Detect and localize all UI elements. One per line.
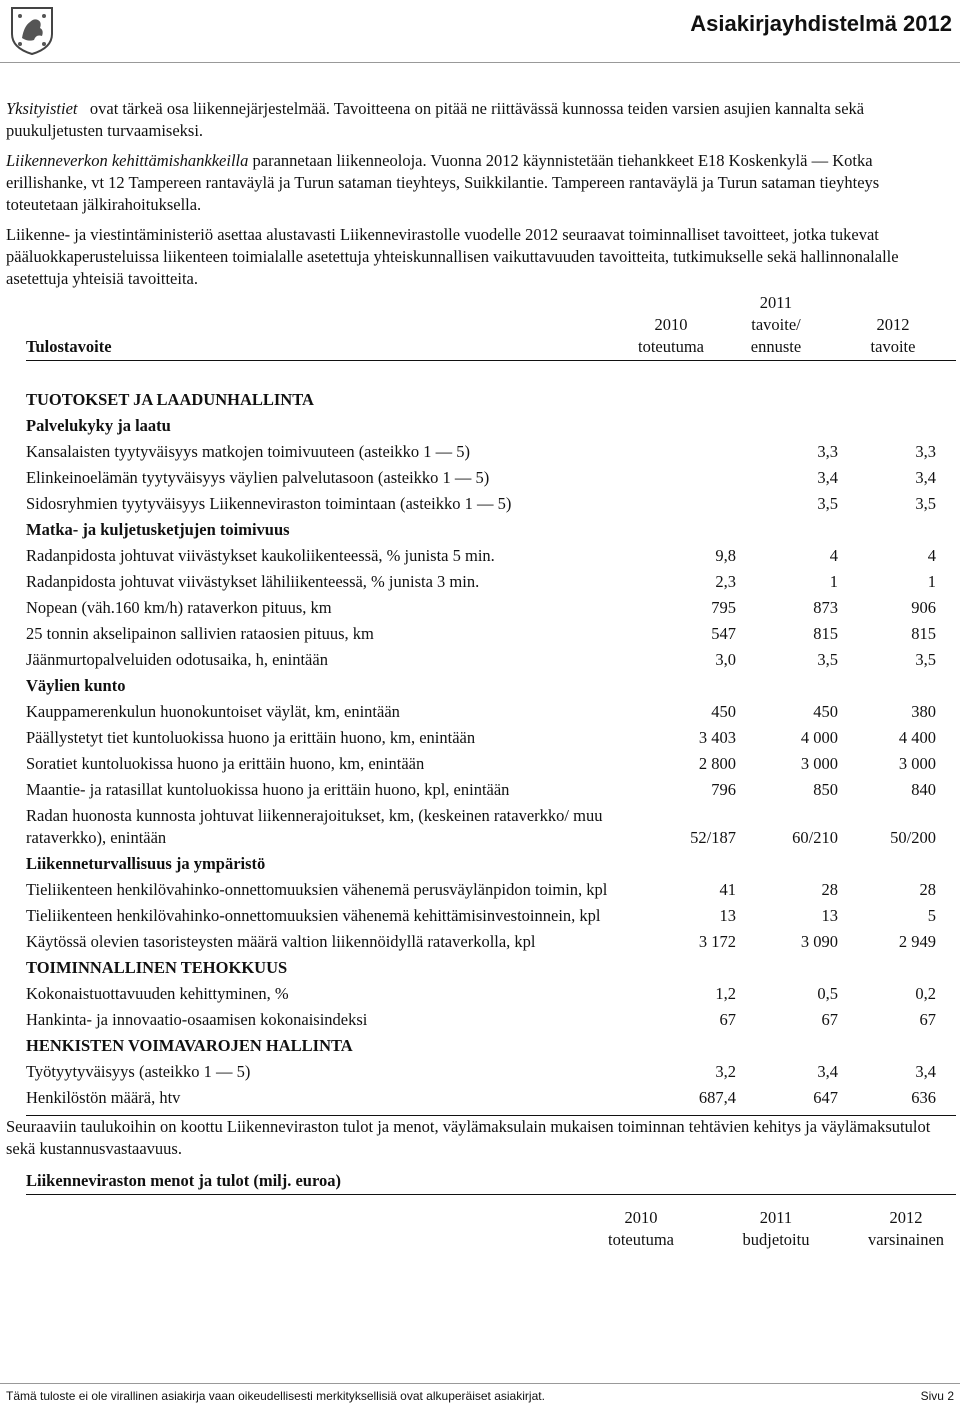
row-value-v3: 3,3 xyxy=(915,442,936,461)
row-label: Henkilöstön määrä, htv xyxy=(26,1088,181,1107)
row-value-v2: 3,3 xyxy=(817,442,838,461)
row-value-v1: 67 xyxy=(719,1010,736,1029)
subsection-heading: Väylien kunto xyxy=(26,676,126,695)
row-value-v1: 52/187 xyxy=(690,828,736,847)
row-value-v2: 3,4 xyxy=(817,1062,838,1081)
row-value-v2: 0,5 xyxy=(817,984,838,1003)
row-value-v1: 3 403 xyxy=(698,728,736,747)
row-value-v2: 3 090 xyxy=(800,932,838,951)
row-value-v3: 5 xyxy=(927,906,936,925)
footer-disclaimer: Tämä tuloste ei ole virallinen asiakirja vaan oikeudellisesti merkityksellisiä ovat alkuperäiset asiakirjat. xyxy=(6,1389,545,1403)
header-col-2012 xyxy=(838,314,948,358)
row-value-v2: 815 xyxy=(813,624,838,643)
subsection-heading: Matka- ja kuljetusketjujen toimivuus xyxy=(26,520,290,539)
row-value-v3: 3,5 xyxy=(915,650,936,669)
row-value-v1: 795 xyxy=(711,598,736,617)
table-row xyxy=(26,571,956,593)
row-label: Radan huonosta kunnosta johtuvat liikennerajoitukset, km, (keskeinen rataverkko/ muu rataverkko), enintään xyxy=(26,806,603,847)
table-row xyxy=(26,1061,956,1083)
row-value-v2: 873 xyxy=(813,598,838,617)
header-kind: tavoite xyxy=(870,337,916,356)
table-row xyxy=(26,1087,956,1109)
finance-col-2012 xyxy=(841,1207,960,1251)
row-value-v3: 3,4 xyxy=(915,468,936,487)
row-label: Jäänmurtopalveluiden odotusaika, h, enintään xyxy=(26,650,328,669)
document-title: Asiakirjayhdistelmä 2012 xyxy=(690,11,952,36)
row-label: Radanpidosta johtuvat viivästykset lähiliikenteessä, % junista 3 min. xyxy=(26,572,480,591)
row-value-v2: 647 xyxy=(813,1088,838,1107)
row-value-v3: 50/200 xyxy=(890,828,936,847)
table-row xyxy=(26,983,956,1005)
row-label: Tieliikenteen henkilövahinko-onnettomuuksien vähenemä kehittämisinvestoinnein, kpl xyxy=(26,906,601,925)
paragraph-development-projects xyxy=(6,150,954,216)
header-kind: budjetoitu xyxy=(742,1230,810,1249)
row-value-v3: 3,5 xyxy=(915,494,936,513)
table-row xyxy=(26,493,956,515)
page-header xyxy=(0,0,960,63)
section-heading: TUOTOKSET JA LAADUNHALLINTA xyxy=(26,390,314,409)
header-kind: toteutuma xyxy=(608,1230,674,1249)
row-label: Radanpidosta johtuvat viivästykset kaukoliikenteessä, % junista 5 min. xyxy=(26,546,495,565)
table-row xyxy=(26,905,956,927)
row-value-v2: 850 xyxy=(813,780,838,799)
row-value-v3: 4 400 xyxy=(898,728,936,747)
section-heading: HENKISTEN VOIMAVAROJEN HALLINTA xyxy=(26,1036,353,1055)
row-label: Sidosryhmien tyytyväisyys Liikenneviraston toimintaan (asteikko 1 — 5) xyxy=(26,494,512,513)
row-value-v2: 3 000 xyxy=(800,754,838,773)
row-value-v1: 2,3 xyxy=(715,572,736,591)
row-label: Kokonaistuottavuuden kehittyminen, % xyxy=(26,984,289,1003)
row-value-v3: 67 xyxy=(919,1010,936,1029)
row-value-v2: 3,5 xyxy=(817,650,838,669)
row-value-v3: 3 000 xyxy=(898,754,936,773)
paragraph-tables-intro: Seuraaviin taulukoihin on koottu Liikenneviraston tulot ja menot, väylämaksulain mukaisen toiminnan tehtävien kehitys ja väylämaksutulot sekä kustannusvastaavuus. xyxy=(6,1117,931,1158)
row-value-v1: 3 172 xyxy=(698,932,736,951)
paragraph-private-roads xyxy=(6,98,954,142)
table-row xyxy=(26,879,956,901)
finnish-coat-of-arms-logo xyxy=(6,4,58,56)
goals-table xyxy=(26,293,956,1109)
table-row xyxy=(26,467,956,489)
row-value-v1: 13 xyxy=(719,906,736,925)
row-value-v3: 3,4 xyxy=(915,1062,936,1081)
finance-col-2011 xyxy=(711,1207,841,1251)
finance-table-title: Liikenneviraston menot ja tulot (milj. euroa) xyxy=(26,1170,956,1195)
table-row xyxy=(26,1009,956,1031)
header-kind: ennuste xyxy=(750,337,802,356)
finance-table-header xyxy=(26,1207,956,1255)
table-row xyxy=(26,623,956,645)
section-heading: TOIMINNALLINEN TEHOKKUUS xyxy=(26,958,288,977)
row-label: Käytössä olevien tasoristeysten määrä valtion liikennöidyllä rataverkolla, kpl xyxy=(26,932,536,951)
row-value-v3: 4 xyxy=(927,546,936,565)
row-value-v2: 3,4 xyxy=(817,468,838,487)
row-value-v2: 67 xyxy=(821,1010,838,1029)
header-col-2010 xyxy=(616,314,726,358)
goals-table-body xyxy=(26,389,956,1109)
header-year: 2012 xyxy=(876,315,910,334)
paragraph-text: ovat tärkeä osa liikennejärjestelmää. Tavoitteena on pitää ne riittävässä kunnossa teiden varsien asujien kannalta sekä puukuljetusten turvaamiseksi. xyxy=(6,99,865,140)
row-value-v3: 815 xyxy=(911,624,936,643)
header-kind: varsinainen xyxy=(867,1230,945,1249)
table-row xyxy=(26,597,956,619)
row-value-v3: 28 xyxy=(919,880,936,899)
row-label: Tieliikenteen henkilövahinko-onnettomuuksien vähenemä perusväylänpidon toimin, kpl xyxy=(26,880,608,899)
paragraph-emphasis: Liikenneverkon kehittämishankkeilla xyxy=(6,151,249,170)
row-label: Hankinta- ja innovaatio-osaamisen kokonaisindeksi xyxy=(26,1010,368,1029)
row-value-v1: 2 800 xyxy=(698,754,736,773)
page-content xyxy=(6,98,954,1255)
page-footer xyxy=(0,1383,960,1403)
row-label: Kauppamerenkulun huonokuntoiset väylät, km, enintään xyxy=(26,702,400,721)
row-label: Päällystetyt tiet kuntoluokissa huono ja erittäin huono, km, enintään xyxy=(26,728,476,747)
row-value-v1: 41 xyxy=(719,880,736,899)
row-value-v3: 1 xyxy=(927,572,936,591)
header-year: 2010 xyxy=(654,315,688,334)
row-label: Elinkeinoelämän tyytyväisyys väylien palvelutasoon (asteikko 1 — 5) xyxy=(26,468,490,487)
row-value-v1: 3,2 xyxy=(715,1062,736,1081)
table-row xyxy=(26,753,956,775)
subsection-heading: Liikenneturvallisuus ja ympäristö xyxy=(26,854,266,873)
subsection-heading: Palvelukyky ja laatu xyxy=(26,416,171,435)
goals-table-header xyxy=(26,293,956,361)
finance-col-2010 xyxy=(576,1207,706,1251)
row-value-v2: 4 000 xyxy=(800,728,838,747)
row-value-v3: 636 xyxy=(911,1088,936,1107)
row-value-v1: 1,2 xyxy=(715,984,736,1003)
row-value-v1: 450 xyxy=(711,702,736,721)
table-row xyxy=(26,441,956,463)
row-value-v3: 840 xyxy=(911,780,936,799)
row-label: 25 tonnin akselipainon sallivien rataosien pituus, km xyxy=(26,624,374,643)
row-value-v2: 3,5 xyxy=(817,494,838,513)
row-value-v2: 1 xyxy=(829,572,838,591)
table-row xyxy=(26,649,956,671)
table-row xyxy=(26,779,956,801)
header-tulostavoite: Tulostavoite xyxy=(26,337,112,356)
row-value-v1: 687,4 xyxy=(698,1088,736,1107)
paragraph-text: parannetaan liikenneoloja. Vuonna 2012 käynnistetään tiehankkeet E18 Koskenkylä — Kotka erillishanke, vt 12 Tampereen rantaväylä ja Turun sataman tieyhteys, Suikkilantie. Tampereen rantaväylä ja Turun sataman tieyhteys toteutetaan jälkirahoituksella. xyxy=(6,151,880,214)
row-value-v3: 2 949 xyxy=(898,932,936,951)
row-value-v2: 450 xyxy=(813,702,838,721)
row-value-v1: 9,8 xyxy=(715,546,736,565)
header-kind: tavoite/ xyxy=(751,315,801,334)
header-col-2011 xyxy=(721,292,831,358)
row-label: Työtyytyväisyys (asteikko 1 — 5) xyxy=(26,1062,251,1081)
row-value-v1: 547 xyxy=(711,624,736,643)
row-label: Kansalaisten tyytyväisyys matkojen toimivuuteen (asteikko 1 — 5) xyxy=(26,442,471,461)
header-year: 2012 xyxy=(889,1208,923,1227)
table-row xyxy=(26,727,956,749)
paragraph-ministry-goals: Liikenne- ja viestintäministeriö asettaa alustavasti Liikennevirastolle vuodelle 2012 seuraavat toiminnalliset tavoitteet, jotka tukevat pääluokkaperusteluissa liikenteen toimialalle asetettuja yhteiskunnallisen vaikuttavuuden tavoitteita, tutkimukselle sekä hallinnonalalle asetettuja yhteisiä tavoitteita. xyxy=(6,225,899,288)
row-label: Nopean (väh.160 km/h) rataverkon pituus, km xyxy=(26,598,332,617)
table-row xyxy=(26,805,956,849)
row-value-v2: 28 xyxy=(821,880,838,899)
row-label: Maantie- ja ratasillat kuntoluokissa huono ja erittäin huono, kpl, enintään xyxy=(26,780,510,799)
header-year: 2011 xyxy=(759,1208,793,1227)
row-value-v1: 796 xyxy=(711,780,736,799)
header-kind: toteutuma xyxy=(638,337,704,356)
page-number: Sivu 2 xyxy=(920,1389,954,1403)
table-row xyxy=(26,545,956,567)
row-value-v3: 0,2 xyxy=(915,984,936,1003)
header-year: 2011 xyxy=(759,293,793,312)
header-year: 2010 xyxy=(624,1208,658,1227)
row-value-v2: 13 xyxy=(821,906,838,925)
row-value-v3: 380 xyxy=(911,702,936,721)
table-row xyxy=(26,701,956,723)
row-value-v2: 60/210 xyxy=(792,828,838,847)
row-label: Soratiet kuntoluokissa huono ja erittäin huono, km, enintään xyxy=(26,754,425,773)
table-row xyxy=(26,931,956,953)
paragraph-emphasis: Yksityistiet xyxy=(6,99,78,118)
row-value-v1: 3,0 xyxy=(715,650,736,669)
row-value-v3: 906 xyxy=(911,598,936,617)
row-value-v2: 4 xyxy=(829,546,838,565)
